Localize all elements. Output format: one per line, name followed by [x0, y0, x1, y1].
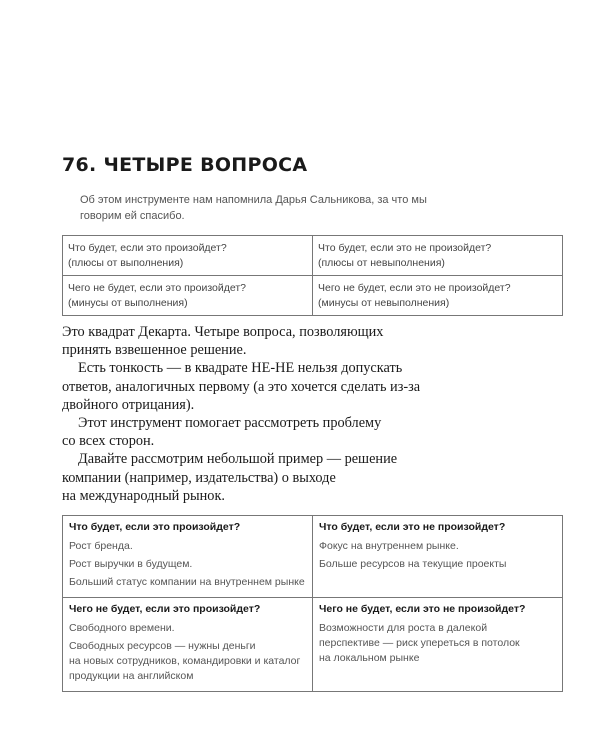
text-line: со всех сторон.	[62, 433, 155, 450]
template-cell-1	[63, 236, 313, 276]
quadrant-item	[319, 557, 557, 572]
quadrant-item	[69, 639, 307, 684]
paragraph-cont	[62, 432, 462, 450]
item-line: Свободного времени.	[69, 622, 175, 634]
table-row	[63, 598, 563, 692]
text-line: компании (например, издательства) о выходе	[62, 469, 336, 486]
quadrant-wont-if-not-happens	[313, 598, 563, 692]
paragraph	[62, 323, 462, 359]
example-table	[62, 515, 563, 692]
table-row	[63, 236, 563, 276]
quadrant-item	[69, 621, 307, 636]
text-line: Есть тонкость — в квадрате НЕ-НЕ нельзя допускать	[78, 360, 403, 377]
quadrant-wont-if-happens	[63, 598, 313, 692]
text-line: Давайте рассмотрим небольшой пример — решение	[78, 451, 398, 468]
item-line: Возможности для роста в далекой	[319, 622, 488, 634]
quadrant-header: Что будет, если это не произойдет?	[319, 521, 506, 533]
paragraph-cont	[62, 378, 462, 414]
text-line: двойного отрицания).	[62, 396, 195, 413]
item-line: Рост бренда.	[69, 540, 133, 552]
quadrant-item	[319, 621, 557, 666]
template-cell-2	[313, 236, 563, 276]
item-line: на локальном рынке	[319, 652, 420, 664]
table-row	[63, 516, 563, 598]
item-line: перспективе — риск упереться в потолок	[319, 637, 520, 649]
quadrant-item	[69, 557, 307, 572]
quadrant-will-not-happen	[313, 516, 563, 598]
cell-note: (плюсы от выполнения)	[68, 257, 184, 269]
cell-note: (плюсы от невыполнения)	[318, 257, 445, 269]
item-line: Больше ресурсов на текущие проекты	[319, 558, 507, 570]
paragraph-cont	[62, 469, 462, 505]
intro-line: Об этом инструменте нам напомнила Дарья Сальникова, за что мы	[80, 194, 427, 206]
item-line: Фокус на внутреннем рынке.	[319, 540, 459, 552]
intro-note	[80, 192, 460, 224]
cell-question: Что будет, если это произойдет?	[68, 242, 227, 254]
item-line: Свободных ресурсов — нужны деньги	[69, 640, 256, 652]
quadrant-item	[69, 575, 307, 590]
table-row	[63, 276, 563, 316]
paragraph	[62, 359, 462, 377]
cell-note: (минусы от невыполнения)	[318, 297, 450, 309]
quadrant-header: Чего не будет, если это не произойдет?	[319, 603, 526, 615]
item-line: на новых сотрудников, командировки и каталог	[69, 655, 301, 667]
body-text	[62, 323, 462, 505]
item-line: Больший статус компании на внутреннем рынке	[69, 576, 305, 588]
text-line: ответов, аналогичных первому (а это хочется сделать из-за	[62, 378, 421, 395]
intro-line: говорим ей спасибо.	[80, 210, 185, 222]
cell-note: (минусы от выполнения)	[68, 297, 188, 309]
page-title: 76. ЧЕТЫРЕ ВОПРОСА	[62, 154, 308, 176]
template-cell-3	[63, 276, 313, 316]
item-line: Рост выручки в будущем.	[69, 558, 193, 570]
quadrant-header: Чего не будет, если это произойдет?	[69, 603, 261, 615]
quadrant-will-happen	[63, 516, 313, 598]
paragraph	[62, 414, 462, 432]
quadrant-item	[69, 539, 307, 554]
text-line: Это квадрат Декарта. Четыре вопроса, позволяющих	[62, 324, 384, 340]
quadrant-header: Что будет, если это произойдет?	[69, 521, 241, 533]
text-line: принять взвешенное решение.	[62, 342, 247, 359]
cell-question: Чего не будет, если это произойдет?	[68, 282, 247, 294]
paragraph	[62, 450, 462, 468]
text-line: на международный рынок.	[62, 487, 225, 504]
cell-question: Что будет, если это не произойдет?	[318, 242, 492, 254]
item-line: продукции на английском	[69, 670, 194, 682]
questions-template-table	[62, 235, 563, 316]
template-cell-4	[313, 276, 563, 316]
quadrant-item	[319, 539, 557, 554]
text-line: Этот инструмент помогает рассмотреть проблему	[78, 415, 382, 432]
cell-question: Чего не будет, если это не произойдет?	[318, 282, 511, 294]
